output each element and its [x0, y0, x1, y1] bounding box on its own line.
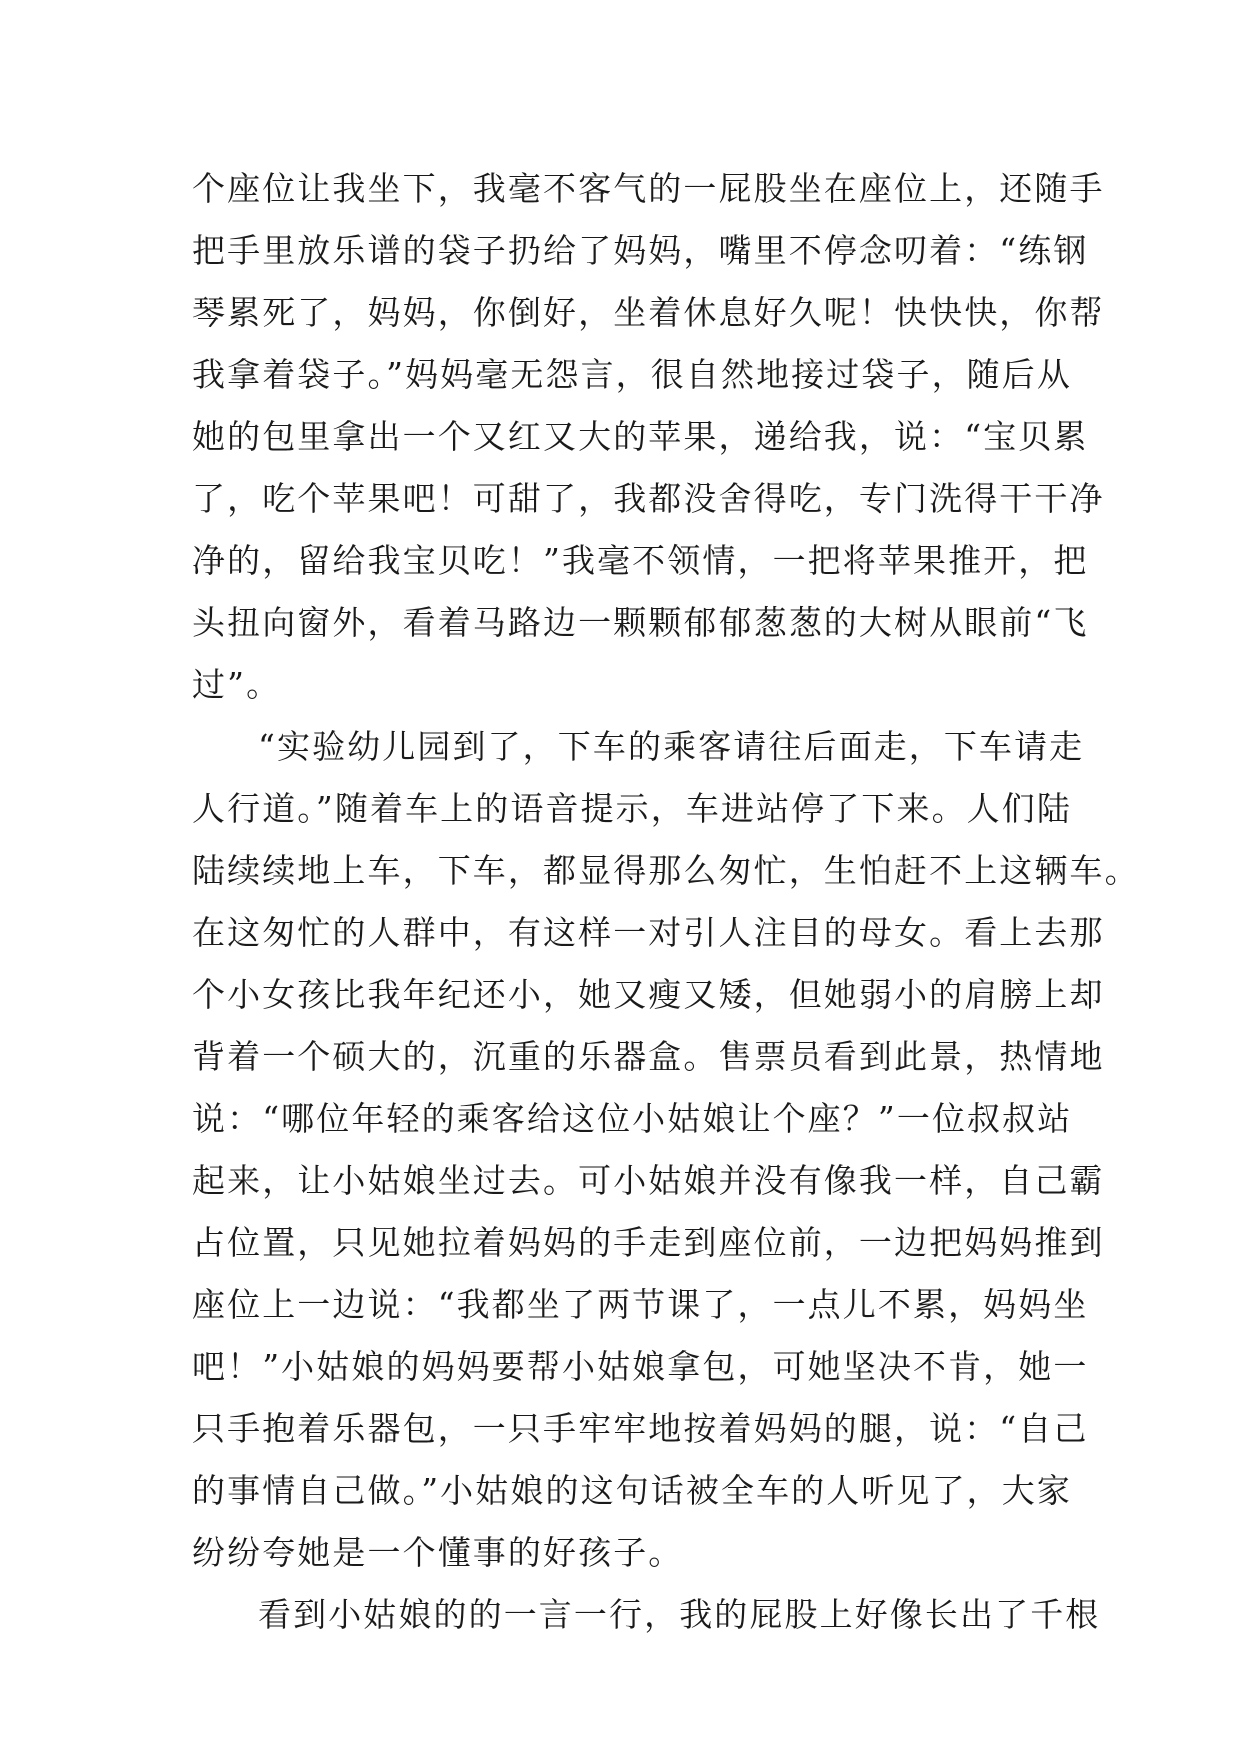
text-line: 把手里放乐谱的袋子扔给了妈妈，嘴里不停念叨着：“练钢 — [192, 231, 1089, 270]
paragraph-start-line: 看到小姑娘的的一言一行，我的屁股上好像长出了千根 — [258, 1595, 1101, 1634]
text-line: 背着一个硕大的，沉重的乐器盒。售票员看到此景，热情地 — [192, 1037, 1105, 1076]
text-line: 我拿着袋子。”妈妈毫无怨言，很自然地接过袋子，随后从 — [192, 355, 1072, 394]
text-line: 人行道。”随着车上的语音提示，车进站停了下来。人们陆 — [192, 789, 1072, 828]
text-line: 说：“哪位年轻的乘客给这位小姑娘让个座？”一位叔叔站 — [192, 1099, 1073, 1138]
text-line: 纷纷夸她是一个懂事的好孩子。 — [192, 1533, 684, 1572]
text-line: 了，吃个苹果吧！可甜了，我都没舍得吃，专门洗得干干净 — [192, 479, 1105, 518]
text-line: 陆续续地上车，下车，都显得那么匆忙，生怕赶不上这辆车。 — [192, 851, 1140, 890]
text-line: 座位上一边说：“我都坐了两节课了，一点儿不累，妈妈坐 — [192, 1285, 1089, 1324]
text-line: 在这匆忙的人群中，有这样一对引人注目的母女。看上去那 — [192, 913, 1105, 952]
text-line: 个小女孩比我年纪还小，她又瘦又矮，但她弱小的肩膀上却 — [192, 975, 1105, 1014]
text-line: 起来，让小姑娘坐过去。可小姑娘并没有像我一样，自己霸 — [192, 1161, 1105, 1200]
paragraph-start-line: “实验幼儿园到了，下车的乘客请往后面走，下车请走 — [258, 727, 1085, 766]
text-line: 占位置，只见她拉着妈妈的手走到座位前，一边把妈妈推到 — [192, 1223, 1105, 1262]
body-text — [192, 158, 1140, 1646]
text-line: 头扭向窗外，看着马路边一颗颗郁郁葱葱的大树从眼前“飞 — [192, 603, 1089, 642]
text-line: 过”。 — [192, 665, 282, 704]
text-line: 吧！”小姑娘的妈妈要帮小姑娘拿包，可她坚决不肯，她一 — [192, 1347, 1089, 1386]
text-line: 只手抱着乐器包，一只手牢牢地按着妈妈的腿，说：“自己 — [192, 1409, 1089, 1448]
text-line: 个座位让我坐下，我毫不客气的一屁股坐在座位上，还随手 — [192, 169, 1105, 208]
text-line: 净的，留给我宝贝吃！”我毫不领情，一把将苹果推开，把 — [192, 541, 1089, 580]
text-line: 琴累死了，妈妈，你倒好，坐着休息好久呢！快快快，你帮 — [192, 293, 1105, 332]
text-line: 的事情自己做。”小姑娘的这句话被全车的人听见了，大家 — [192, 1471, 1072, 1510]
text-line: 她的包里拿出一个又红又大的苹果，递给我，说：“宝贝累 — [192, 417, 1089, 456]
